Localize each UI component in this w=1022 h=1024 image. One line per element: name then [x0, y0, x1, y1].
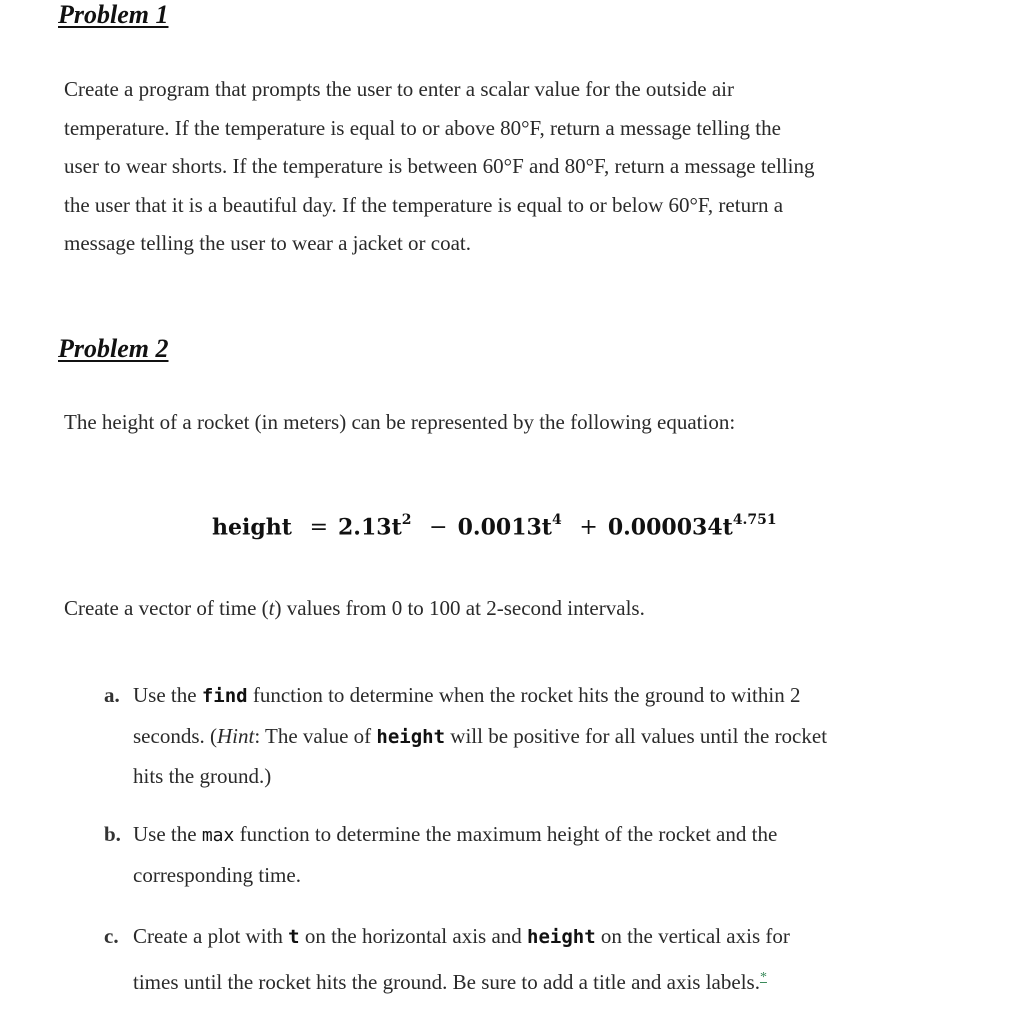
equation-term-2-exponent: 4 — [551, 512, 562, 528]
item-a-text: function to determine when the rocket hits the ground to within 2 — [247, 683, 801, 707]
problem-1-heading: Problem 1 — [58, 0, 169, 29]
item-b-letter: b. — [104, 822, 121, 846]
problem-1-text — [64, 70, 944, 263]
problem-1-line: temperature. If the temperature is equal to or above 80°F, return a message telling the — [64, 115, 781, 140]
item-a-text: seconds. ( — [133, 723, 217, 748]
item-c-line-2 — [104, 958, 924, 1003]
find-code: find — [201, 685, 248, 707]
item-a-line-1 — [104, 676, 924, 717]
vector-instruction — [64, 589, 944, 628]
item-b-line-1 — [104, 815, 924, 856]
item-c-line-1 — [104, 917, 924, 958]
hint-label: Hint — [216, 723, 255, 748]
problem-1-line: message telling the user to wear a jacket or coat. — [64, 231, 471, 255]
max-code: max — [201, 825, 235, 846]
item-c — [104, 917, 924, 1002]
item-a-text: Use the — [133, 683, 202, 707]
problem-1-line: the user that it is a beautiful day. If the temperature is equal to or below 60°F, return a — [64, 192, 784, 217]
item-b-text: function to determine the maximum height of the rocket and the — [234, 822, 778, 846]
equation-minus: − — [429, 515, 448, 541]
equation-lhs: height — [212, 514, 292, 541]
t-code: t — [288, 926, 300, 948]
vector-text-pre: Create a vector of time ( — [64, 596, 269, 620]
equation-term-1-exponent: 2 — [401, 512, 412, 528]
problem-1-line: Create a program that prompts the user to enter a scalar value for the outside air — [64, 77, 734, 101]
item-a-line-2 — [104, 717, 924, 758]
equation-plus: + — [579, 515, 598, 541]
item-c-text: times until the rocket hits the ground. Be sure to add a title and axis labels. — [133, 969, 760, 994]
vector-text-post: ) values from 0 to 100 at 2-second intervals. — [274, 596, 645, 620]
item-a-text: : The value of — [254, 723, 377, 748]
item-b-line-2: corresponding time. — [133, 862, 301, 887]
vector-variable: t — [268, 596, 275, 620]
item-a-letter: a. — [104, 683, 120, 707]
height-code: height — [376, 725, 446, 748]
footnote-link[interactable]: * — [759, 969, 767, 985]
equation-term-2: 0.0013t — [457, 514, 552, 541]
problem-1-line: user to wear shorts. If the temperature is between 60°F and 80°F, return a message telling — [64, 154, 815, 178]
item-c-text: on the vertical axis for — [595, 924, 790, 948]
item-c-text: on the horizontal axis and — [299, 924, 528, 948]
equation-term-3-exponent: 4.751 — [732, 512, 777, 528]
height-code: height — [527, 926, 596, 948]
equation-term-1: 2.13t — [338, 514, 402, 541]
equation-term-3: 0.000034t — [607, 514, 733, 541]
problem-2-intro: The height of a rocket (in meters) can be represented by the following equation: — [64, 410, 736, 434]
equation-equals: = — [309, 515, 328, 541]
height-equation — [212, 502, 777, 548]
item-a — [104, 676, 924, 797]
item-c-letter: c. — [104, 924, 119, 948]
item-b-text: Use the — [133, 822, 202, 846]
item-b — [104, 815, 924, 895]
item-c-text: Create a plot with — [133, 924, 289, 948]
item-a-line-3: hits the ground.) — [133, 764, 272, 788]
item-a-text: will be positive for all values until the rocket — [445, 723, 828, 748]
problem-2-heading: Problem 2 — [58, 334, 169, 363]
